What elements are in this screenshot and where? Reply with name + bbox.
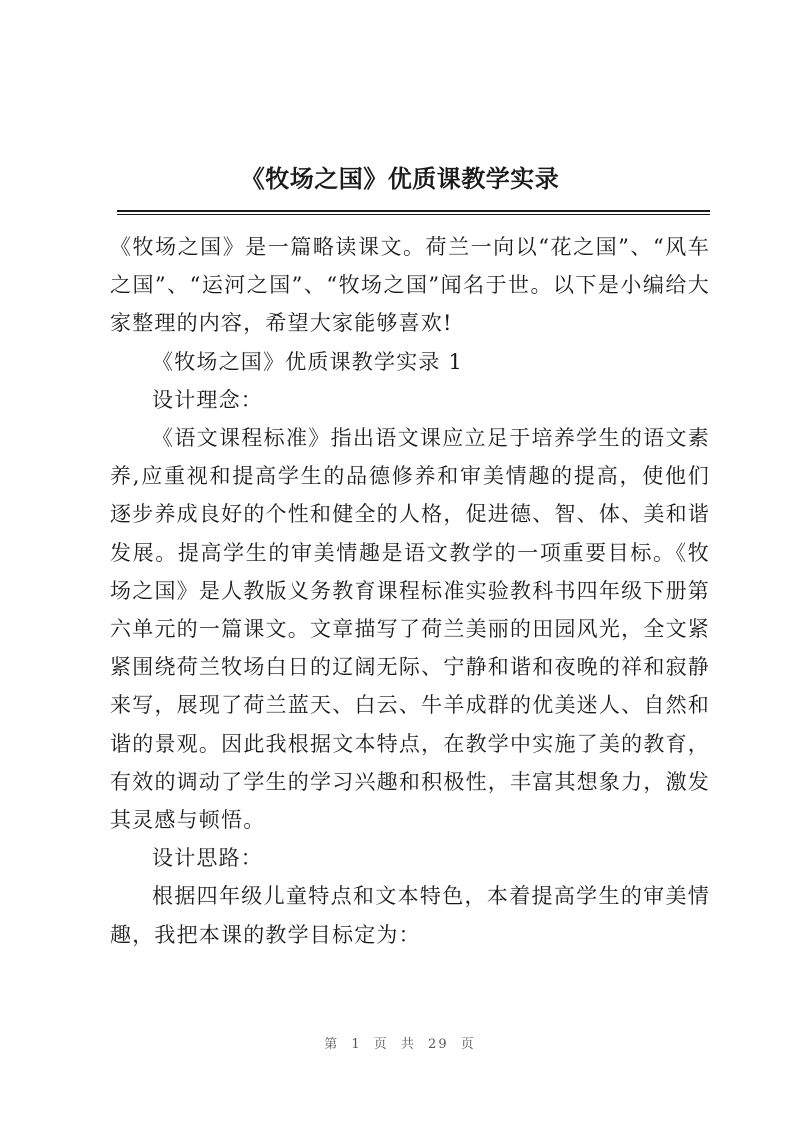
section-heading: 《牧场之国》优质课教学实录 1 <box>152 349 464 374</box>
page-title: 《牧场之国》优质课教学实录 <box>240 164 560 193</box>
design-approach-heading: 设计思路： <box>152 846 263 871</box>
title-divider-thin <box>117 214 710 215</box>
design-approach-paragraph: 根据四年级儿童特点和文本特色，本着提高学生的审美情趣，我把本课的教学目标定为： <box>110 884 710 947</box>
design-concept-paragraph: 《语文课程标准》指出语文课应立足于培养学生的语文素养,应重视和提高学生的品德修养和审美情趣的提高，使他们逐步养成良好的个性和健全的人格，促进德、智、体、美和谐发展。提高学生的审美情趣是语文教学的一项重要目标。《牧场之国》是人教版义务教育课程标准实验教科书四年级下册第六单元的一篇课文。文章描写了荷兰美丽的田园风光，全文紧紧围绕荷兰牧场白日的辽阔无际、宁静和谐和夜晚的祥和寂静来写，展现了荷兰蓝天、白云、牛羊成群的优美迷人、自然和谐的景观。因此我根据文本特点，在教学中实施了美的教育，有效的调动了学生的学习兴趣和积极性，丰富其想象力，激发其灵感与顿悟。 <box>110 426 710 833</box>
intro-paragraph: 《牧场之国》是一篇略读课文。荷兰一向以“花之国”、“风车之国”、“运河之国”、“牧场之国”闻名于世。以下是小编给大家整理的内容，希望大家能够喜欢! <box>110 235 710 336</box>
design-concept-heading: 设计理念： <box>152 387 263 412</box>
document-body <box>110 228 710 954</box>
title-divider <box>117 210 710 212</box>
page-number-footer: 第 1 页 共 29 页 <box>324 1037 476 1052</box>
